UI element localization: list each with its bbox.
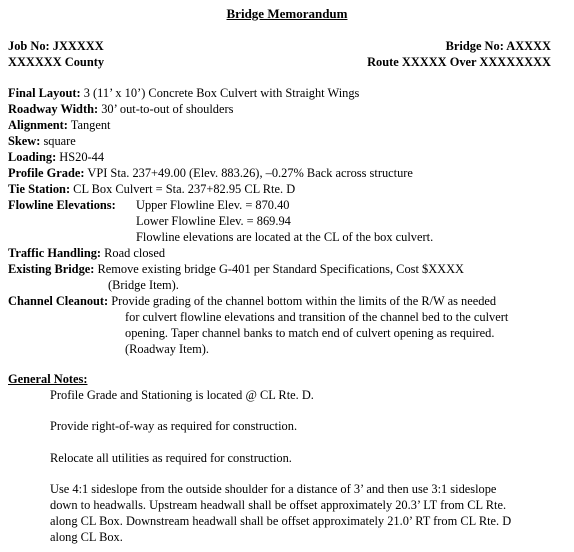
header-row-2 — [8, 54, 551, 70]
tie-station — [8, 181, 295, 197]
roadway-width-label: Roadway Width: — [8, 102, 99, 116]
route: Route XXXXX Over XXXXXXXX — [367, 55, 551, 69]
final-layout-label: Final Layout: — [8, 86, 81, 100]
general-note-4-line3: along CL Box. Downstream headwall shall be offset approximately 21.0’ RT from CL Rte. D — [50, 514, 512, 528]
loading-value: HS20-44 — [56, 150, 105, 164]
profile-grade-value: VPI Sta. 237+49.00 (Elev. 883.26), –0.27% Back across structure — [84, 166, 413, 180]
profile-grade — [8, 165, 413, 181]
header-row-1 — [8, 38, 551, 54]
channel-cleanout-line3: opening. Taper channel banks to match end of culvert opening as required. — [125, 326, 495, 340]
traffic-value: Road closed — [101, 246, 166, 260]
tie-station-label: Tie Station: — [8, 182, 71, 196]
skew-label: Skew: — [8, 134, 41, 148]
tie-station-value: CL Box Culvert = Sta. 237+82.95 CL Rte. D — [70, 182, 296, 196]
loading-label: Loading: — [8, 150, 57, 164]
general-note-3: Relocate all utilities as required for construction. — [50, 451, 292, 465]
alignment — [8, 117, 111, 133]
loading — [8, 149, 104, 165]
existing-bridge-value: Remove existing bridge G-401 per Standard Specifications, Cost $XXXX — [94, 262, 464, 276]
general-note-1: Profile Grade and Stationing is located @ CL Rte. D. — [50, 388, 314, 402]
flowline-note: Flowline elevations are located at the CL of the box culvert. — [136, 230, 434, 244]
profile-grade-label: Profile Grade: — [8, 166, 85, 180]
existing-bridge — [8, 261, 464, 277]
alignment-label: Alignment: — [8, 118, 68, 132]
traffic-handling — [8, 245, 165, 261]
channel-cleanout-label: Channel Cleanout: — [8, 294, 109, 308]
flowline-lower: Lower Flowline Elev. = 869.94 — [136, 214, 291, 228]
traffic-label: Traffic Handling: — [8, 246, 102, 260]
final-layout-value: 3 (11’ x 10’) Concrete Box Culvert with Straight Wings — [80, 86, 360, 100]
county: XXXXXX County — [8, 55, 105, 69]
job-no: Job No: JXXXXX — [8, 39, 104, 53]
general-note-2: Provide right-of-way as required for construction. — [50, 419, 298, 433]
final-layout — [8, 85, 359, 101]
flowline-elevations — [8, 197, 116, 213]
channel-cleanout — [8, 293, 496, 309]
general-note-4-line4: along CL Box. — [50, 530, 123, 544]
flowline-label: Flowline Elevations: — [8, 198, 116, 212]
general-note-4-line2: down to headwalls. Upstream headwall shall be offset approximately 20.3’ LT from CL Rte. — [50, 498, 507, 512]
flowline-upper: Upper Flowline Elev. = 870.40 — [136, 198, 290, 212]
skew — [8, 133, 76, 149]
channel-cleanout-line2: for culvert flowline elevations and transition of the channel bed to the culvert — [125, 310, 509, 324]
general-notes-title: General Notes: — [8, 372, 88, 386]
existing-bridge-label: Existing Bridge: — [8, 262, 95, 276]
roadway-width — [8, 101, 233, 117]
existing-bridge-item: (Bridge Item). — [108, 278, 179, 292]
general-note-4-line1: Use 4:1 sideslope from the outside shoulder for a distance of 3’ and then use 3:1 sideslope — [50, 482, 497, 496]
roadway-width-value: 30’ out-to-out of shoulders — [98, 102, 234, 116]
channel-cleanout-line4: (Roadway Item). — [125, 342, 209, 356]
skew-value: square — [40, 134, 76, 148]
bridge-no: Bridge No: AXXXX — [445, 39, 551, 53]
alignment-value: Tangent — [67, 118, 111, 132]
channel-cleanout-line1: Provide grading of the channel bottom within the limits of the R/W as needed — [108, 294, 497, 308]
memo-title: Bridge Memorandum — [226, 6, 348, 21]
